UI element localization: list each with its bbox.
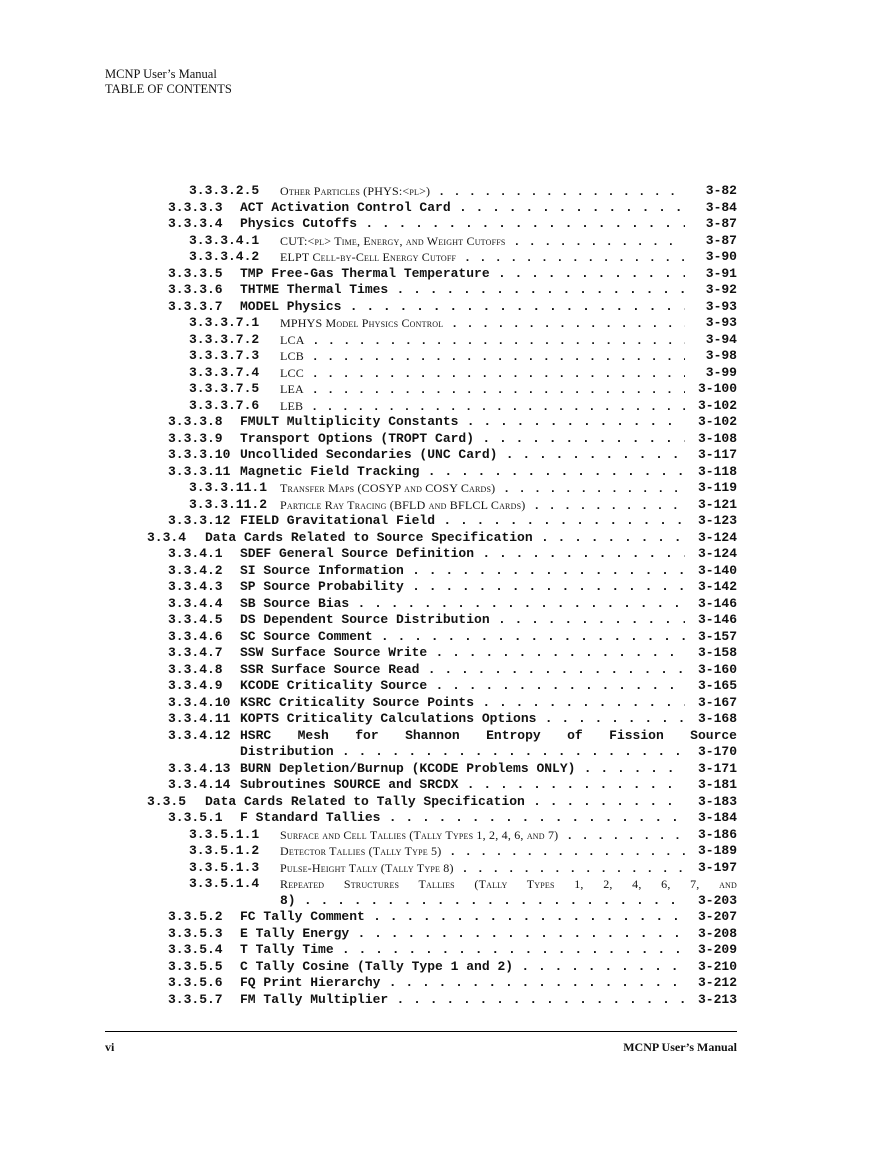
toc-entry-title: MODEL Physics . . . [240, 299, 685, 315]
toc-entry-title: CUT:<pl> Time, Energy, and Weight Cutoffs . . . [280, 233, 685, 250]
toc-entry-number: 3.3.4.14 [168, 777, 231, 792]
toc-entry[interactable] [105, 629, 737, 646]
toc-entry-number: 3.3.3.11 [168, 463, 231, 479]
toc-entry[interactable] [105, 200, 737, 217]
toc-entry-page: 3-146 [697, 612, 737, 627]
toc-entry-page: 3-167 [697, 694, 737, 710]
toc-entry[interactable] [105, 216, 737, 233]
toc-entry-page: 3-119 [697, 480, 737, 495]
toc-entry[interactable] [105, 497, 737, 514]
toc-entry-page: 3-158 [697, 645, 737, 660]
toc-entry-number: 3.3.3.8 [168, 414, 223, 429]
toc-entry-number: 3.3.4.2 [168, 562, 223, 578]
toc-entry-title: Data Cards Related to Tally Specification . . . [205, 794, 685, 810]
toc-entry-page: 3-121 [697, 496, 737, 512]
toc-entry[interactable] [105, 348, 737, 365]
toc-entry-title: SSW Surface Source Write . . . [240, 645, 685, 661]
toc-entry-page: 3-181 [697, 777, 737, 792]
toc-entry-title: KOPTS Criticality Calculations Options . . . [240, 711, 685, 727]
toc-entry[interactable] [105, 249, 737, 266]
toc-entry-title: Surface and Cell Tallies (Tally Types 1, 2, 4, 6, and 7) . . . [280, 827, 685, 844]
toc-entry-page: 3-99 [705, 364, 737, 380]
toc-entry[interactable] [105, 959, 737, 976]
toc-entry-title: KCODE Criticality Source . . . [240, 678, 685, 694]
toc-entry[interactable] [105, 596, 737, 613]
toc-entry-number: 3.3.3.4.2 [189, 249, 260, 264]
toc-entry-page: 3-183 [697, 793, 737, 809]
toc-entry-number: 3.3.5.6 [168, 975, 223, 990]
toc-entry-page: 3-168 [697, 711, 737, 726]
toc-entry-page: 3-102 [697, 397, 737, 413]
toc-entry-title: T Tally Time . . . [240, 942, 685, 958]
toc-entry[interactable] [105, 975, 737, 992]
toc-entry-number: 3.3.3.12 [168, 513, 231, 528]
toc-entry[interactable] [105, 431, 737, 448]
toc-entry-page: 3-197 [697, 859, 737, 875]
footer-rule [105, 1031, 737, 1032]
toc-entry[interactable] [105, 480, 737, 497]
toc-entry[interactable] [105, 299, 737, 316]
toc-entry[interactable] [105, 728, 737, 745]
toc-entry-title: Transfer Maps (COSYP and COSY Cards) . . . [280, 480, 685, 497]
toc-entry[interactable] [105, 926, 737, 943]
toc-entry-page: 3-208 [697, 925, 737, 941]
toc-entry-number: 3.3.4.6 [168, 628, 223, 644]
toc-entry-page: 3-171 [697, 760, 737, 776]
toc-entry-title: LEA . . . [280, 381, 685, 398]
toc-entry[interactable] [105, 711, 737, 728]
toc-entry-page: 3-207 [697, 909, 737, 924]
toc-entry-page: 3-165 [697, 678, 737, 693]
toc-entry[interactable] [105, 183, 737, 200]
toc-entry-number: 3.3.3.7 [168, 298, 223, 314]
toc-entry-number: 3.3.3.5 [168, 265, 223, 281]
toc-entry[interactable] [105, 365, 737, 382]
toc-entry-title: Other Particles (PHYS:<pl>) . . . [280, 183, 685, 200]
toc-entry-number: 3.3.4.5 [168, 612, 223, 627]
toc-entry-title: THTME Thermal Times . . . [240, 282, 685, 298]
toc-entry-title: TMP Free-Gas Thermal Temperature . . . [240, 266, 685, 282]
toc-entry-number: 3.3.5.1 [168, 810, 223, 825]
toc-entry-title: FQ Print Hierarchy . . . [240, 975, 685, 991]
toc-entry[interactable] [105, 992, 737, 1009]
toc-entry[interactable] [105, 546, 737, 563]
toc-entry-title: DS Dependent Source Distribution . . . [240, 612, 685, 628]
toc-entry-page: 3-123 [697, 513, 737, 528]
toc-entry-number: 3.3.3.7.6 [189, 397, 260, 413]
toc-entry-number: 3.3.5.1.2 [189, 843, 260, 858]
toc-entry-page: 3-102 [697, 414, 737, 429]
toc-entry-number: 3.3.5.3 [168, 925, 223, 941]
toc-entry-page: 3-100 [697, 381, 737, 396]
toc-entry[interactable] [105, 447, 737, 464]
toc-entry-number: 3.3.4.10 [168, 694, 231, 710]
footer-page-number: vi [105, 1040, 115, 1054]
toc-entry-page: 3-87 [705, 232, 737, 248]
toc-entry[interactable] [105, 579, 737, 596]
toc-entry-page: 3-140 [697, 562, 737, 578]
toc-entry-title: SC Source Comment . . . [240, 629, 685, 645]
toc-entry-number: 3.3.3.6 [168, 282, 223, 297]
toc-entry-number: 3.3.3.7.2 [189, 331, 260, 347]
toc-entry-number: 3.3.4.13 [168, 760, 231, 776]
toc-entry-number: 3.3.5.1.3 [189, 859, 260, 875]
toc-entry[interactable] [105, 695, 737, 712]
toc-entry-number: 3.3.4.12 [168, 727, 231, 743]
toc-entry-number: 3.3.3.7.3 [189, 348, 260, 363]
toc-entry-title: LCB . . . [280, 348, 685, 365]
toc-entry-title: SB Source Bias . . . [240, 596, 685, 612]
toc-entry[interactable] [105, 233, 737, 250]
toc-entry[interactable] [105, 266, 737, 283]
toc-entry-title: Pulse-Height Tally (Tally Type 8) . . . [280, 860, 685, 877]
toc-entry-title: F Standard Tallies . . . [240, 810, 685, 826]
running-header-title: MCNP User’s Manual [105, 67, 217, 81]
toc-entry-number: 3.3.5.7 [168, 991, 223, 1007]
footer-title: MCNP User’s Manual [623, 1040, 737, 1054]
toc-entry-title: SDEF General Source Definition . . . [240, 546, 685, 562]
toc-entry-number: 3.3.3.3 [168, 199, 223, 215]
toc-entry-page: 3-118 [697, 463, 737, 479]
toc-entry-page: 3-186 [697, 826, 737, 842]
toc-entry-number: 3.3.4.3 [168, 579, 223, 594]
toc-entry-number: 3.3.3.11.2 [189, 496, 268, 512]
toc-entry[interactable] [105, 414, 737, 431]
toc-entry-title: KSRC Criticality Source Points . . . [240, 695, 685, 711]
toc-entry-number: 3.3.4.11 [168, 711, 231, 726]
toc-entry[interactable] [105, 761, 737, 778]
toc-entry-title: LCA . . . [280, 332, 685, 349]
toc-entry-number: 3.3.4 [147, 529, 187, 545]
toc-entry-page: 3-98 [705, 348, 737, 363]
toc-entry[interactable] [105, 282, 737, 299]
toc-entry[interactable] [105, 893, 737, 910]
toc-entry[interactable] [105, 876, 737, 893]
toc-entry-page: 3-108 [697, 430, 737, 446]
toc-entry[interactable] [105, 794, 737, 811]
toc-entry[interactable] [105, 612, 737, 629]
toc-entry[interactable] [105, 810, 737, 827]
toc-entry-title: Detector Tallies (Tally Type 5) . . . [280, 843, 685, 860]
toc-entry-title: Physics Cutoffs . . . [240, 216, 685, 232]
toc-entry-title: FC Tally Comment . . . [240, 909, 685, 925]
toc-entry-number: 3.3.3.4 [168, 216, 223, 231]
toc-entry-title: MPHYS Model Physics Control . . . [280, 315, 685, 332]
toc-entry-number: 3.3.3.7.1 [189, 315, 260, 330]
toc-entry-title: LCC . . . [280, 365, 685, 382]
toc-entry-page: 3-212 [697, 975, 737, 990]
toc-entry-number: 3.3.4.9 [168, 678, 223, 693]
toc-entry-title: LEB . . . [280, 398, 685, 415]
toc-entry-title: C Tally Cosine (Tally Type 1 and 2) . . . [240, 959, 685, 975]
toc-entry-title: FM Tally Multiplier . . . [240, 992, 685, 1008]
toc-entry-title: Particle Ray Tracing (BFLD and BFLCL Cards) . . . [280, 497, 685, 514]
toc-entry-title: Distribution . . . [240, 744, 685, 760]
toc-entry-page: 3-184 [697, 810, 737, 825]
toc-entry-number: 3.3.3.4.1 [189, 232, 260, 248]
toc-entry[interactable] [105, 744, 737, 761]
toc-entry-title: FIELD Gravitational Field . . . [240, 513, 685, 529]
toc-entry-title: SP Source Probability . . . [240, 579, 685, 595]
toc-entry-number: 3.3.4.7 [168, 645, 223, 660]
toc-entry-page: 3-160 [697, 661, 737, 677]
toc-entry-page: 3-203 [697, 892, 737, 908]
toc-entry-page: 3-124 [697, 546, 737, 561]
toc-entry-page: 3-146 [697, 595, 737, 611]
toc-entry-number: 3.3.3.7.5 [189, 381, 260, 396]
toc-entry-number: 3.3.5.5 [168, 958, 223, 974]
toc-entry[interactable] [105, 398, 737, 415]
toc-entry-number: 3.3.3.9 [168, 430, 223, 446]
toc-entry-page: 3-189 [697, 843, 737, 858]
toc-entry[interactable] [105, 662, 737, 679]
toc-entry-page: 3-87 [705, 216, 737, 231]
toc-entry-number: 3.3.3.2.5 [189, 183, 260, 198]
toc-entry-page: 3-82 [705, 183, 737, 198]
toc-entry-title: HSRC Mesh for Shannon Entropy of Fission Source [240, 727, 737, 743]
toc-entry-page: 3-170 [697, 744, 737, 759]
toc-entry-title: E Tally Energy . . . [240, 926, 685, 942]
toc-entry-number: 3.3.5.1.1 [189, 826, 260, 842]
toc-entry-number: 3.3.5.1.4 [189, 876, 260, 891]
toc-entry-page: 3-90 [705, 249, 737, 264]
toc-entry-page: 3-210 [697, 958, 737, 974]
toc-entry[interactable] [105, 563, 737, 580]
toc-entry[interactable] [105, 777, 737, 794]
toc-entry-page: 3-94 [705, 331, 737, 347]
toc-entry-number: 3.3.4.1 [168, 546, 223, 561]
toc-entry-title: Subroutines SOURCE and SRCDX . . . [240, 777, 685, 793]
toc-entry-page: 3-92 [705, 282, 737, 297]
toc-entry-page: 3-142 [697, 579, 737, 594]
toc-entry-title: SI Source Information . . . [240, 563, 685, 579]
toc-entry-title: ELPT Cell-by-Cell Energy Cutoff . . . [280, 249, 685, 266]
toc-entry-title: SSR Surface Source Read . . . [240, 662, 685, 678]
toc-entry-title: Data Cards Related to Source Specification . . . [205, 530, 685, 546]
toc-entry-number: 3.3.4.8 [168, 661, 223, 677]
toc-entry-page: 3-117 [697, 447, 737, 462]
toc-entry-page: 3-91 [705, 265, 737, 281]
toc-entry-number: 3.3.5 [147, 793, 187, 809]
toc-entry-number: 3.3.3.11.1 [189, 480, 268, 495]
running-header-section: TABLE OF CONTENTS [105, 82, 232, 96]
toc-entry[interactable] [105, 315, 737, 332]
toc-entry-page: 3-93 [705, 315, 737, 330]
toc-entry[interactable] [105, 513, 737, 530]
toc-entry-title: FMULT Multiplicity Constants . . . [240, 414, 685, 430]
toc-entry-number: 3.3.5.4 [168, 942, 223, 957]
toc-entry[interactable] [105, 381, 737, 398]
toc-entry-title: 8) . . . [280, 893, 685, 909]
toc-entry-page: 3-213 [697, 991, 737, 1007]
toc-entry[interactable] [105, 909, 737, 926]
toc-entry[interactable] [105, 645, 737, 662]
toc-entry[interactable] [105, 332, 737, 349]
toc-entry[interactable] [105, 942, 737, 959]
toc-entry[interactable] [105, 678, 737, 695]
toc-entry[interactable] [105, 860, 737, 877]
toc-entry-title: Magnetic Field Tracking . . . [240, 464, 685, 480]
toc-entry-page: 3-124 [697, 529, 737, 545]
toc-entry-title: Transport Options (TROPT Card) . . . [240, 431, 685, 447]
toc-entry-number: 3.3.4.4 [168, 595, 223, 611]
table-of-contents [105, 183, 737, 1008]
toc-entry-title: ACT Activation Control Card . . . [240, 200, 685, 216]
toc-entry[interactable] [105, 464, 737, 481]
toc-entry-page: 3-157 [697, 628, 737, 644]
toc-entry[interactable] [105, 530, 737, 547]
toc-entry-title: Repeated Structures Tallies (Tally Types 1, 2, 4, 6, 7, and [280, 877, 737, 891]
toc-entry-number: 3.3.3.10 [168, 447, 231, 462]
toc-entry-page: 3-84 [705, 199, 737, 215]
toc-entry-page: 3-209 [697, 942, 737, 957]
toc-entry-page: 3-93 [705, 298, 737, 314]
toc-entry-title: BURN Depletion/Burnup (KCODE Problems ONLY) . . . [240, 761, 685, 777]
toc-entry[interactable] [105, 827, 737, 844]
toc-entry-number: 3.3.5.2 [168, 909, 223, 924]
toc-entry[interactable] [105, 843, 737, 860]
toc-entry-number: 3.3.3.7.4 [189, 364, 260, 380]
toc-entry-title: Uncollided Secondaries (UNC Card) . . . [240, 447, 685, 463]
